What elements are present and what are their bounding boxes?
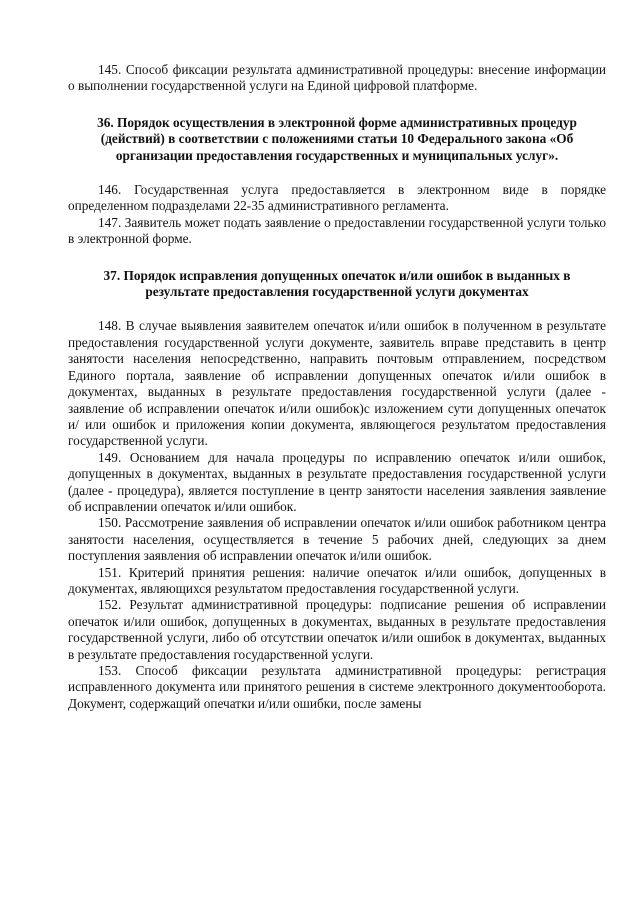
paragraph-153: 153. Способ фиксации результата административной процедуры: регистрация исправленного документа или принятого решения в системе электронного документооборота. Документ, содержащий опечатки и/или ошибки, после замены — [68, 663, 606, 711]
paragraph-149: 149. Основанием для начала процедуры по исправлению опечаток и/или ошибок, допущенных в документах, выданных в результате предоставления государственной услуги (далее - процедура), является поступление в центр занятости населения заявления заявление об исправлении опечаток и/или ошибок. — [68, 449, 606, 514]
paragraph-147: 147. Заявитель может подать заявление о предоставлении государственной услуги только в электронной форме. — [68, 214, 606, 247]
paragraph-152: 152. Результат административной процедуры: подписание решения об исправлении опечаток и/или ошибок, допущенных в документах, выданных в результате предоставления государственной услуги, либо об отсутствии опечаток и/или ошибок в документах, выданных в результате предоставления государственной услуги. — [68, 597, 606, 662]
section-36-heading: 36. Порядок осуществления в электронной форме административных процедур (действий) в соответствии с положениями статьи 10 Федерального закона «Об организации предоставления государственных и муниципальных услуг». — [97, 114, 577, 163]
spacer — [68, 248, 606, 268]
paragraph-146: 146. Государственная услуга предоставляется в электронном виде в порядке определенном подразделами 22-35 административного регламента. — [68, 182, 606, 214]
spacer — [68, 164, 606, 182]
spacer — [68, 95, 606, 115]
paragraph-148: 148. В случае выявления заявителем опечаток и/или ошибок в полученном в результате предоставления государственной услуги документе, заявитель вправе представить в центр занятости населения непосредственно, направить почтовым отправлением, посредством Единого портала, заявление об исправлении допущенных опечаток и/или ошибок в документах, выданных в результате предоставления государственной услуги (далее - заявление об исправлении опечаток и/или ошибок)с изложением сути допущенных опечаток и/ или ошибок и приложения копии документа, являющегося результатом предоставления государственной услуги. — [68, 318, 606, 449]
spacer — [68, 300, 606, 318]
paragraph-145: 145. Способ фиксации результата административной процедуры: внесение информации о выполнении государственной услуги на Единой цифровой платформе. — [68, 62, 606, 94]
paragraph-150: 150. Рассмотрение заявления об исправлении опечаток и/или ошибок работником центра занятости населения, осуществляется в течение 5 рабочих дней, следующих за днем поступления заявления об исправлении опечаток и/или ошибок. — [68, 515, 606, 564]
paragraph-151: 151. Критерий принятия решения: наличие опечаток и/или ошибок, допущенных в документах, являющихся результатом предоставления государственной услуги. — [68, 564, 606, 596]
section-37-heading: 37. Порядок исправления допущенных опечаток и/или ошибок в выданных в результате предоставления государственной услуги документах — [103, 267, 571, 300]
